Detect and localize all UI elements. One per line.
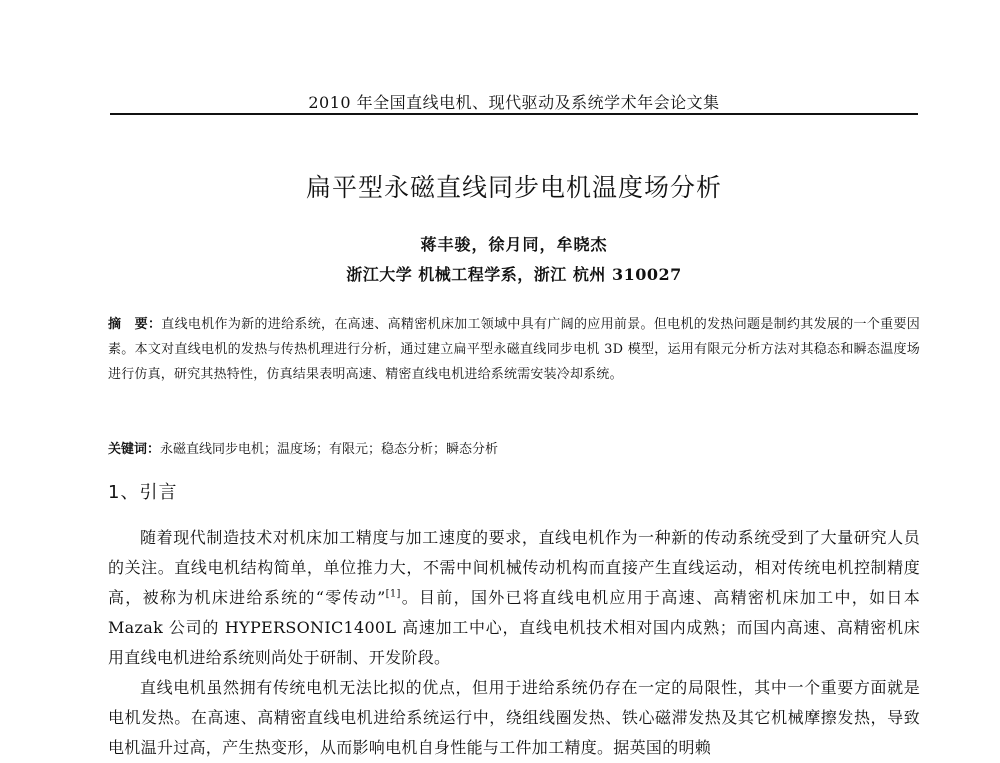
abstract <box>108 312 920 387</box>
abstract-label: 摘 要： <box>108 317 162 332</box>
header-rule <box>110 113 918 115</box>
affiliation: 浙江大学 机械工程学系，浙江 杭州 310027 <box>346 265 682 284</box>
paper-title: 扁平型永磁直线同步电机温度场分析 <box>305 173 722 202</box>
paragraph-1-part-2: 。目前，国外已将直线电机应用于高速、高精密机床加工中，如日本 Mazak 公司的 HYPERSONIC1400L 高速加工中心，直线电机技术相对国内成熟；而国内高速、高精密机床用直线电机进给系统则尚处于研制、开发阶段。 <box>108 588 920 667</box>
body-text <box>108 523 920 763</box>
citation-1: [1] <box>385 588 401 600</box>
abstract-text: 直线电机作为新的进给系统，在高速、高精密机床加工领域中具有广阔的应用前景。但电机的发热问题是制约其发展的一个重要因素。本文对直线电机的发热与传热机理进行分析，通过建立扁平型永磁直线同步电机 3D 模型，运用有限元分析方法对其稳态和瞬态温度场进行仿真，研究其热特性，仿真结果表明高速、精密直线电机进给系统需安装冷却系统。 <box>108 317 920 382</box>
section-heading-introduction: 1、引言 <box>108 482 178 503</box>
paragraph-2: 直线电机虽然拥有传统电机无法比拟的优点，但用于进给系统仍存在一定的局限性，其中一个重要方面就是电机发热。在高速、高精密直线电机进给系统运行中，绕组线圈发热、铁心磁滞发热及其它机械摩擦发热，导致电机温升过高，产生热变形，从而影响电机自身性能与工件加工精度。据英国的明赖 <box>108 678 920 757</box>
keywords-label: 关键词： <box>108 442 161 457</box>
keywords-text: 永磁直线同步电机；温度场；有限元；稳态分析；瞬态分析 <box>160 442 499 457</box>
paragraph-1 <box>108 523 920 673</box>
keywords <box>108 440 920 460</box>
authors: 蒋丰骏，徐月同，牟晓杰 <box>420 235 608 254</box>
running-header: 2010 年全国直线电机、现代驱动及系统学术年会论文集 <box>308 93 720 112</box>
paragraph-1-part-1: 随着现代制造技术对机床加工精度与加工速度的要求，直线电机作为一种新的传动系统受到了大量研究人员的关注。直线电机结构简单，单位推力大，不需中间机械传动机构而直接产生直线运动，相对传统电机控制精度高，被称为机床进给系统的“零传动” <box>108 528 920 607</box>
